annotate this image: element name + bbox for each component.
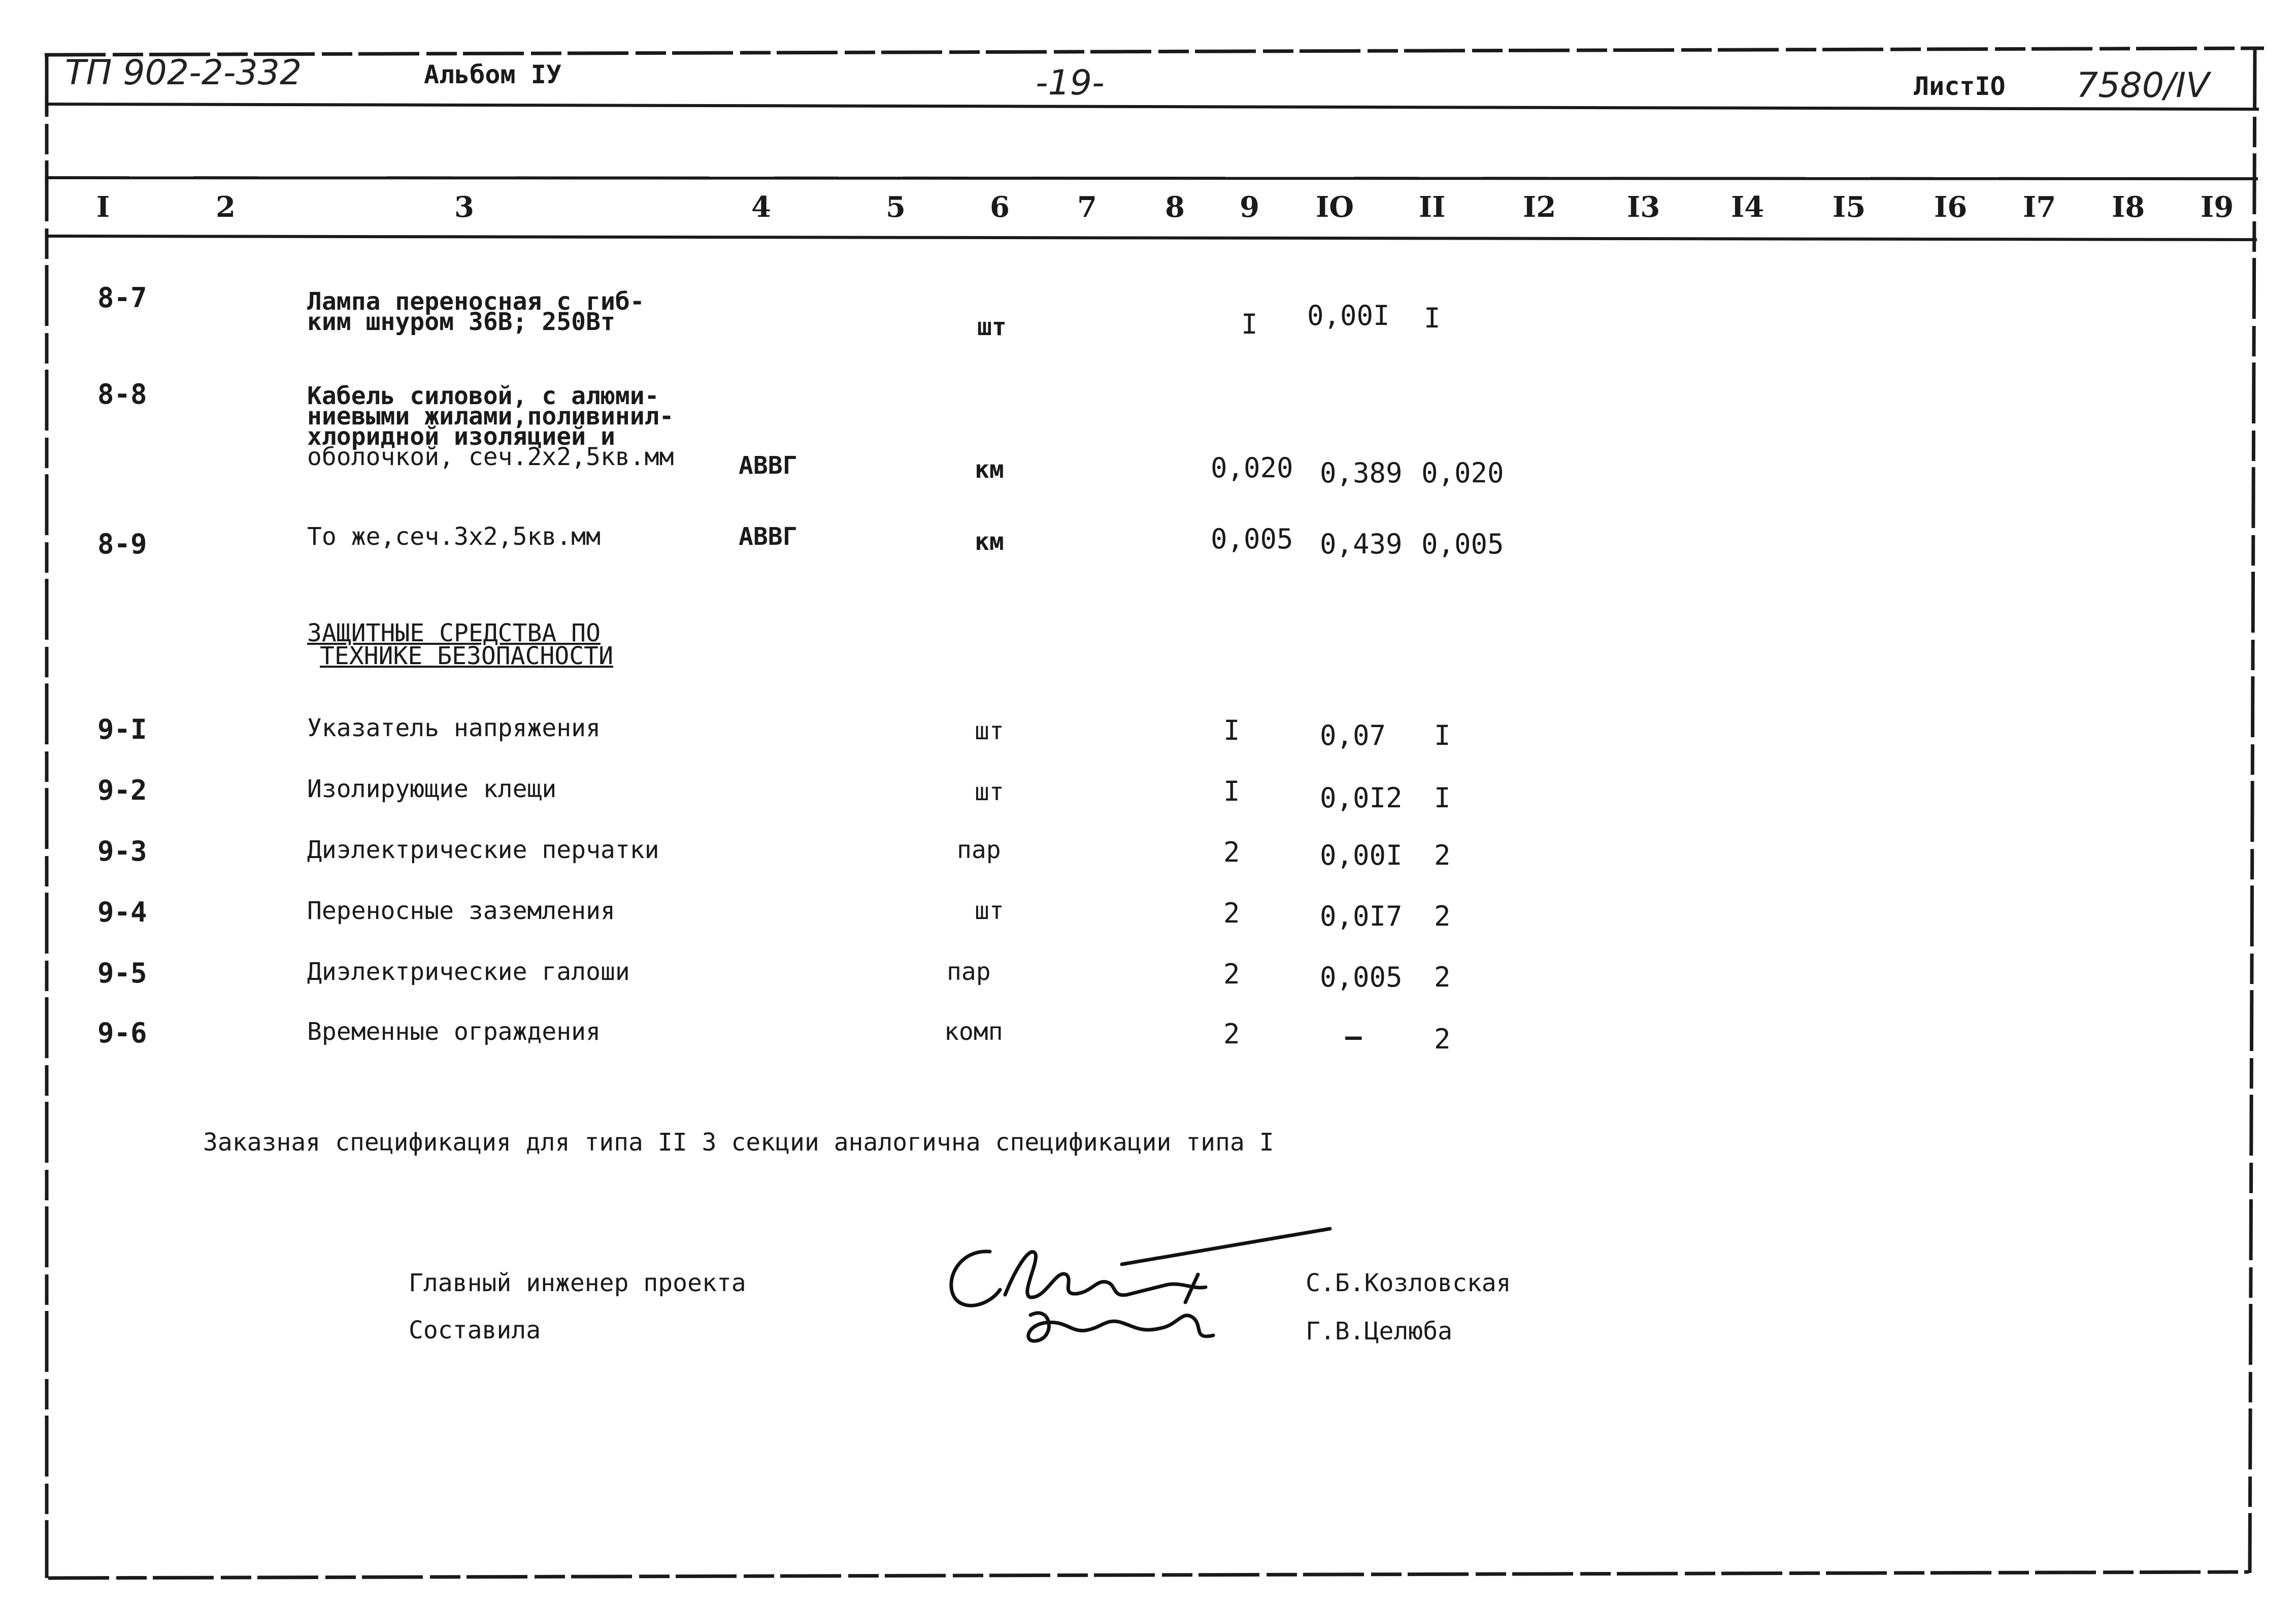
unit-mass: 0,07 <box>1320 719 1386 751</box>
signatory-name: С.Б.Козловская <box>1306 1269 1511 1297</box>
unit: комп <box>944 1018 1003 1046</box>
item-name-line: ниевыми жилами,поливинил- <box>307 402 674 431</box>
unit-mass: 0,389 <box>1320 457 1403 489</box>
column-number: I4 <box>1731 190 1765 224</box>
position-number: 9-2 <box>97 774 147 806</box>
quantity: I <box>1223 714 1240 746</box>
total: 2 <box>1434 839 1451 871</box>
quantity: I <box>1241 308 1258 340</box>
column-number: II <box>1419 190 1446 224</box>
column-number: 5 <box>886 190 906 224</box>
column-number: I5 <box>1833 190 1866 224</box>
position-number: 9-I <box>97 713 147 745</box>
unit: пар <box>947 958 991 986</box>
column-number: 7 <box>1077 190 1097 224</box>
total: I <box>1434 719 1451 751</box>
position-number: 8-8 <box>97 378 147 410</box>
doc-code: ТП 902-2-332 <box>65 53 302 93</box>
quantity: 0,020 <box>1211 452 1293 484</box>
column-number: 4 <box>751 190 771 224</box>
item-name-line: Изолирующие клещи <box>307 775 557 803</box>
column-number: I7 <box>2023 190 2056 224</box>
unit: пар <box>957 836 1001 864</box>
signatory-role: Главный инженер проекта <box>409 1269 746 1297</box>
position-number: 9-3 <box>97 835 147 867</box>
column-number: 6 <box>990 190 1010 224</box>
column-number: 8 <box>1165 190 1185 224</box>
section-heading: ТЕХНИКЕ БЕЗОПАСНОСТИ <box>320 642 613 670</box>
total: 2 <box>1434 961 1451 993</box>
unit: шт <box>975 717 1004 745</box>
item-name-line: То же,сеч.3х2,5кв.мм <box>307 522 601 551</box>
quantity: 2 <box>1223 1018 1240 1050</box>
album-label: Альбом IУ <box>424 60 561 89</box>
column-number: I8 <box>2112 190 2145 224</box>
quantity: 2 <box>1223 958 1240 990</box>
column-number: I3 <box>1627 190 1660 224</box>
sheet-label: ЛистIO <box>1914 72 2006 101</box>
total: 2 <box>1434 900 1451 932</box>
column-number: I <box>96 190 110 224</box>
column-number: 3 <box>454 190 474 224</box>
item-name-line: Кабель силовой, с алюми- <box>307 382 659 410</box>
unit-mass: 0,0I7 <box>1320 900 1403 932</box>
quantity: 0,005 <box>1211 523 1293 555</box>
column-number: 2 <box>216 190 236 224</box>
unit: шт <box>977 313 1007 341</box>
quantity: 2 <box>1223 897 1240 929</box>
section-heading: ЗАЩИТНЫЕ СРЕДСТВА ПО <box>307 619 601 647</box>
unit-mass: 0,00I <box>1320 839 1403 871</box>
unit: км <box>975 455 1004 484</box>
quantity: I <box>1223 775 1240 807</box>
column-number: 9 <box>1240 190 1259 224</box>
quantity: 2 <box>1223 836 1240 868</box>
position-number: 8-7 <box>97 282 147 314</box>
cable-type: АВВГ <box>739 522 797 551</box>
unit-mass: – <box>1345 1021 1362 1053</box>
unit: шт <box>975 897 1004 925</box>
unit-mass: 0,0I2 <box>1320 782 1403 814</box>
column-number: I2 <box>1523 190 1556 224</box>
signatory-role: Составила <box>409 1316 541 1344</box>
handwritten-signature <box>929 1208 1345 1361</box>
column-number: I9 <box>2201 190 2234 224</box>
archive-number: 7580/IV <box>2076 65 2210 106</box>
unit: шт <box>975 778 1004 806</box>
item-name-line: Диэлектрические перчатки <box>307 836 659 864</box>
item-name-line: ким шнуром 36В; 250Вт <box>307 308 615 336</box>
position-number: 9-4 <box>97 896 147 928</box>
column-number: I6 <box>1934 190 1968 224</box>
unit-mass: 0,439 <box>1320 528 1403 560</box>
item-name-line: оболочкой, сеч.2х2,5кв.мм <box>307 443 674 471</box>
total: I <box>1434 782 1451 814</box>
page-number: -19- <box>1036 63 1105 103</box>
cable-type: АВВГ <box>739 451 797 480</box>
unit-mass: 0,005 <box>1320 961 1403 993</box>
unit-mass: 0,00I <box>1307 300 1390 332</box>
total: 0,005 <box>1421 528 1504 560</box>
position-number: 9-5 <box>97 957 147 989</box>
item-name-line: Временные ограждения <box>307 1018 601 1046</box>
position-number: 9-6 <box>97 1017 147 1049</box>
item-name-line: Указатель напряжения <box>307 714 601 742</box>
total: 0,020 <box>1421 457 1504 489</box>
total: 2 <box>1434 1023 1451 1055</box>
item-name-line: Лампа переносная с гиб- <box>307 287 645 316</box>
position-number: 8-9 <box>97 528 147 560</box>
item-name-line: хлоридной изоляцией и <box>307 422 615 451</box>
order-spec-note: Заказная спецификация для типа II 3 секции аналогична спецификации типа I <box>203 1128 1274 1157</box>
column-number: IO <box>1316 190 1354 224</box>
item-name-line: Переносные заземления <box>307 897 615 925</box>
item-name-line: Диэлектрические галоши <box>307 958 630 986</box>
total: I <box>1424 302 1441 334</box>
unit: км <box>975 528 1004 556</box>
signatory-name: Г.В.Целюба <box>1306 1317 1452 1346</box>
